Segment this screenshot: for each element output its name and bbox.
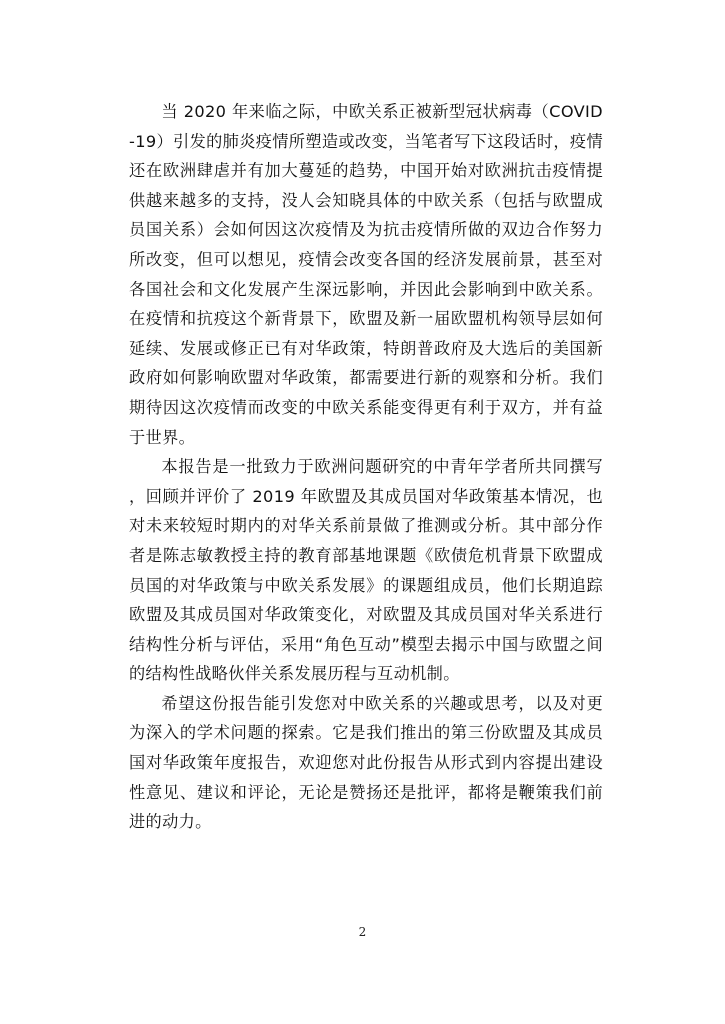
paragraph-report-authors: 本报告是一批致力于欧洲问题研究的中青年学者所共同撰写，回顾并评价了 2019 年欧盟及其成员国对华政策基本情况，也对未来较短时期内的对华关系前景做了推测或分析。其中部分作者是陈志敏教授主持的教育部基地课题《欧债危机背景下欧盟成员国的对华政策与中欧关系发展》的课题组成员，他们长期追踪欧盟及其成员国对华政策变化，对欧盟及其成员国对华关系进行结构性分析与评估，采用“角色互动”模型去揭示中国与欧盟之间的结构性战略伙伴关系发展历程与互动机制。 (129, 457, 603, 684)
paragraph-closing: 希望这份报告能引发您对中欧关系的兴趣或思考，以及对更为深入的学术问题的探索。它是我们推出的第三份欧盟及其成员国对华政策年度报告，欢迎您对此份报告从形式到内容提出建设性意见、建议和评论，无论是赞扬还是批评，都将是鞭策我们前进的动力。 (129, 693, 603, 832)
paragraph-intro: 当 2020 年来临之际，中欧关系正被新型冠状病毒（COVID-19）引发的肺炎疫情所塑造或改变，当笔者写下这段话时，疫情还在欧洲肆虐并有加大蔓延的趋势，中国开始对欧洲抗击疫情提供越来越多的支持，没人会知晓具体的中欧关系（包括与欧盟成员国关系）会如何因这次疫情及为抗击疫情所做的双边合作努力所改变，但可以想见，疫情会改变各国的经济发展前景，甚至对各国社会和文化发展产生深远影响，并因此会影响到中欧关系。在疫情和抗疫这个新背景下，欧盟及新一届欧盟机构领导层如何延续、发展或修正已有对华政策，特朗普政府及大选后的美国新政府如何影响欧盟对华政策，都需要进行新的观察和分析。我们期待因这次疫情而改变的中欧关系能变得更有利于双方，并有益于世界。 (129, 102, 603, 447)
body-text (129, 97, 603, 837)
page-number: 2 (358, 925, 367, 939)
